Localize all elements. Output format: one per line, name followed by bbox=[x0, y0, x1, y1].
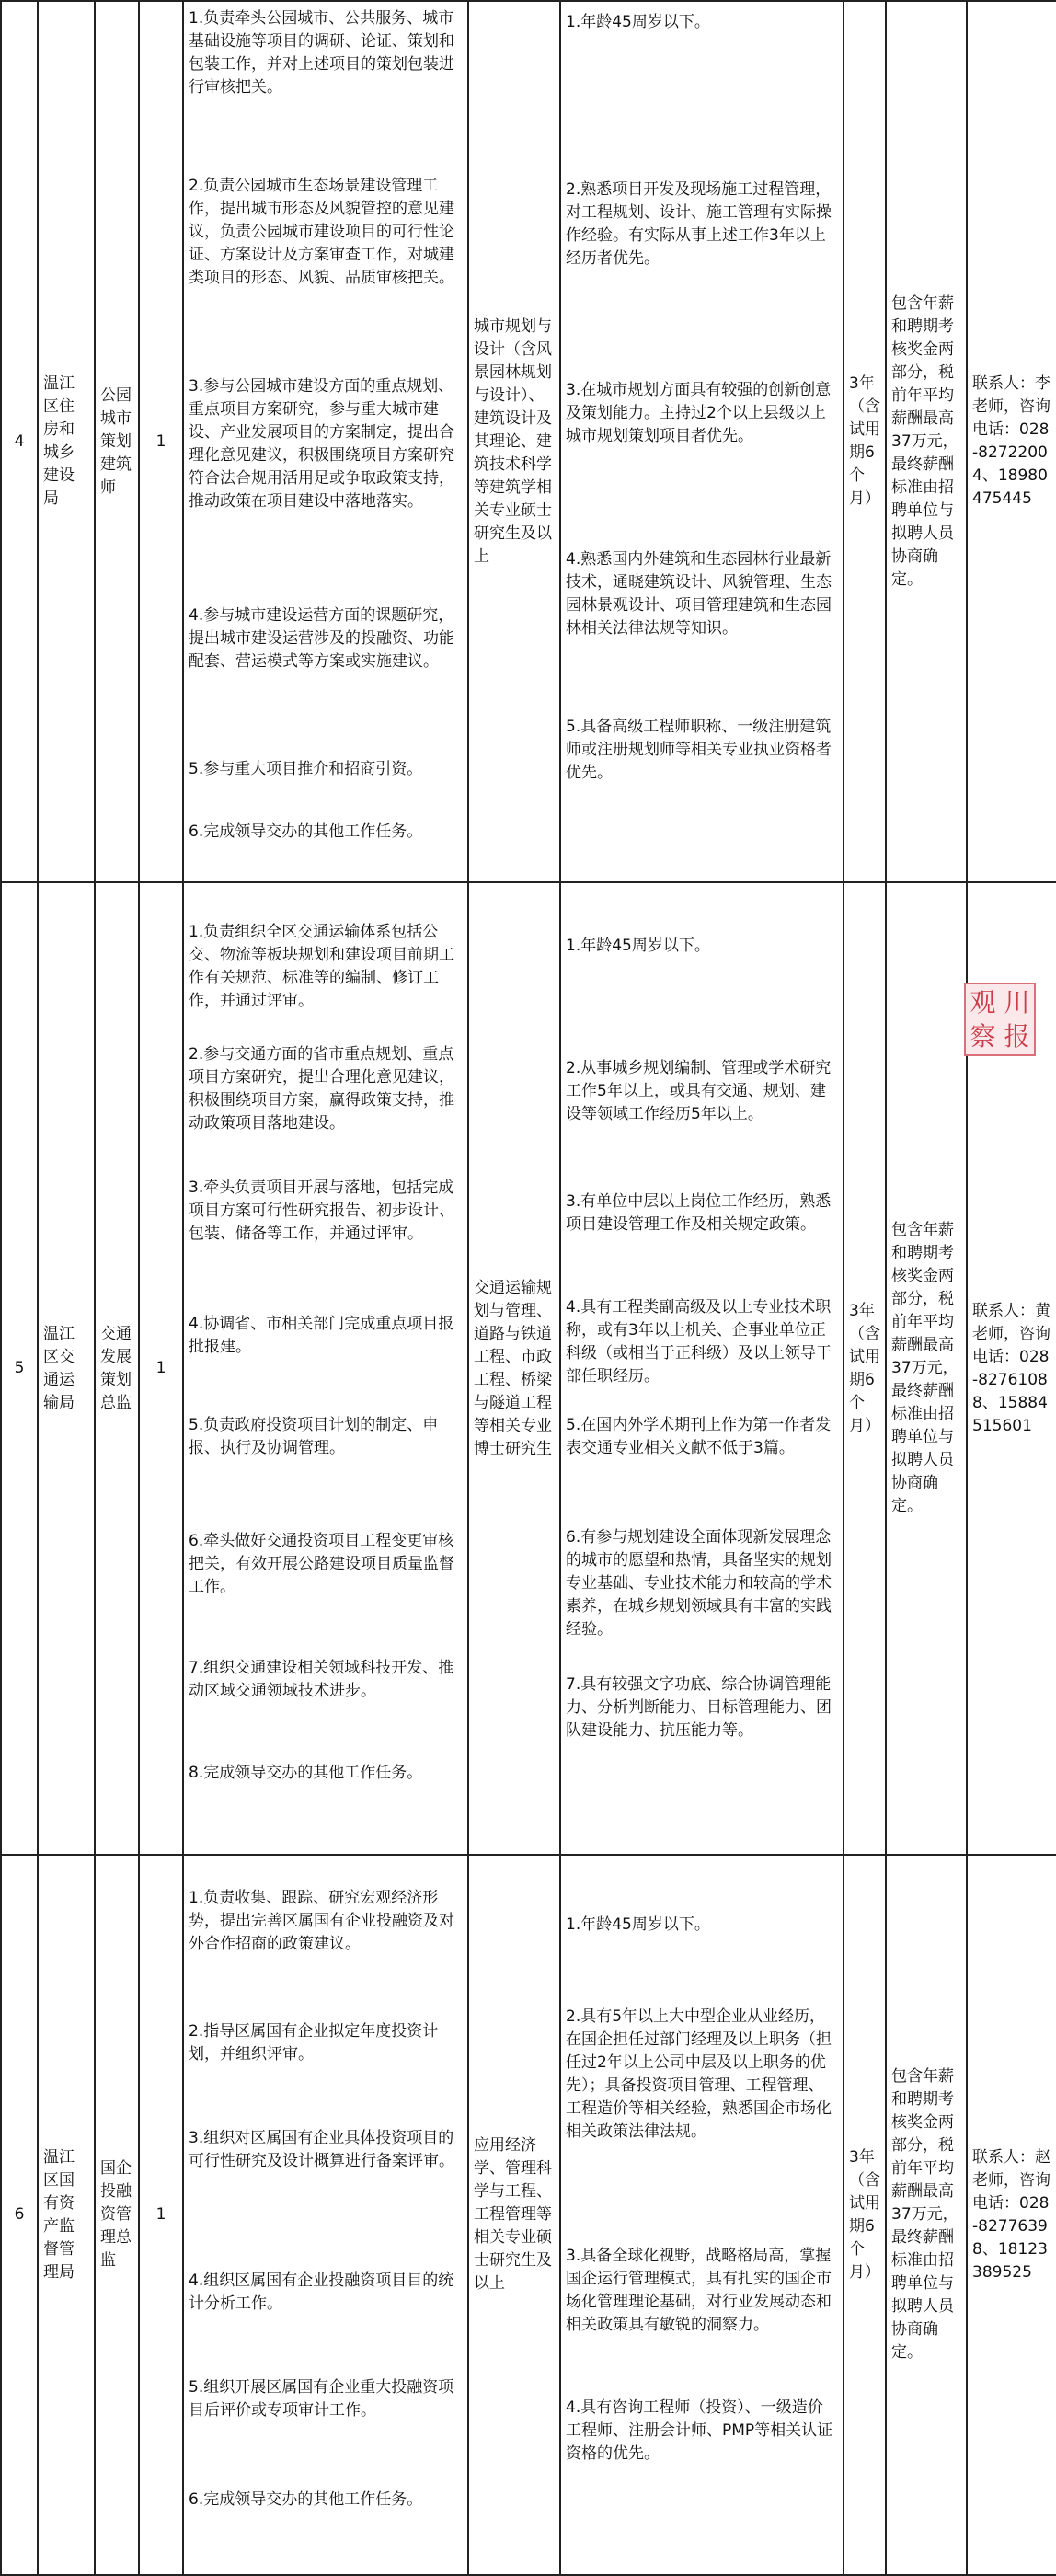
position-name: 国企投融资管理总监 bbox=[95, 1855, 139, 2575]
requirement-item: 5.具备高级工程师职称、一级注册建筑师或注册规划师等相关专业执业资格者优先。 bbox=[566, 718, 832, 782]
headcount: 1 bbox=[139, 1855, 183, 2575]
headcount: 1 bbox=[139, 1, 183, 882]
salary: 包含年薪和聘期考核奖金两部分，税前年平均薪酬最高37万元，最终薪酬标准由招聘单位与拟聘人员协商确定。 bbox=[886, 882, 967, 1855]
requirement-item: 3.有单位中层以上岗位工作经历，熟悉项目建设管理工作及相关规定政策。 bbox=[566, 1192, 832, 1234]
major-requirement: 应用经济学、管理科学与工程、工程管理等相关专业硕士研究生及以上 bbox=[468, 1855, 560, 2575]
headcount: 1 bbox=[139, 882, 183, 1855]
table-row bbox=[1, 1855, 1056, 2575]
major-requirement: 城市规划与设计（含风景园林规划与设计）、建筑设计及其理论、建筑技术科学等建筑学相关专业硕士研究生及以上 bbox=[468, 1, 560, 882]
duties-cell bbox=[183, 1, 468, 882]
watermark-char: 观 bbox=[970, 987, 996, 1018]
requirement-item: 2.熟悉项目开发及现场施工过程管理，对工程规划、设计、施工管理有实际操作经验。有实际从事上述工作3年以上经历者优先。 bbox=[566, 180, 832, 268]
requirement-item: 1.年龄45周岁以下。 bbox=[566, 1915, 710, 1934]
requirement-item: 2.具有5年以上大中型企业从业经历，在国企担任过部门经理及以上职务（担任过2年以上公司中层及以上职务的优先）；具备投资项目管理、工程管理、工程造价等相关经验，熟悉国企市场化相关政策法律法规。 bbox=[566, 2007, 832, 2141]
row-number: 6 bbox=[1, 1855, 38, 2575]
duty-item: 2.参与交通方面的省市重点规划、重点项目方案研究，提出合理化意见建议，积极围绕项目方案，赢得政策支持，推动政策项目落地建设。 bbox=[189, 1044, 454, 1133]
employment-term: 3年（含试用期6个月） bbox=[844, 1855, 886, 2575]
duties-cell bbox=[183, 882, 468, 1855]
duty-item: 2.指导区属国有企业拟定年度投资计划，并组织评审。 bbox=[189, 2021, 439, 2064]
employment-term: 3年（含试用期6个月） bbox=[844, 1, 886, 882]
duty-item: 6.完成领导交办的其他工作任务。 bbox=[189, 2490, 423, 2509]
salary: 包含年薪和聘期考核奖金两部分，税前年平均薪酬最高37万元，最终薪酬标准由招聘单位与拟聘人员协商确定。 bbox=[886, 1855, 967, 2575]
requirement-item: 4.具有咨询工程师（投资）、一级造价工程师、注册会计师、PMP等相关认证资格的优先。 bbox=[566, 2398, 833, 2463]
duty-item: 4.参与城市建设运营方面的课题研究，提出城市建设运营涉及的投融资、功能配套、营运模式等方案或实施建议。 bbox=[189, 606, 454, 671]
duty-item: 8.完成领导交办的其他工作任务。 bbox=[189, 1763, 423, 1782]
requirement-item: 3.具备全球化视野，战略格局高，掌握国企运行管理模式，具有扎实的国企市场化管理理论基础，对行业发展动态和相关政策具有敏锐的洞察力。 bbox=[566, 2247, 832, 2334]
requirement-item: 5.在国内外学术期刊上作为第一作者发表交通专业相关文献不低于3篇。 bbox=[566, 1416, 832, 1457]
requirement-item: 2.从事城乡规划编制、管理或学术研究工作5年以上，或具有交通、规划、建设等领域工作经历5年以上。 bbox=[566, 1059, 832, 1123]
requirement-item: 1.年龄45周岁以下。 bbox=[566, 937, 710, 955]
watermark-char: 川 bbox=[1004, 987, 1030, 1018]
row-number: 5 bbox=[1, 882, 38, 1855]
requirement-item: 4.具有工程类副高级及以上专业技术职称，或有3年以上机关、企事业单位正科级（或相当于正科级）及以上领导干部任职经历。 bbox=[566, 1298, 832, 1386]
requirements-cell bbox=[560, 1, 844, 882]
table-body bbox=[1, 1, 1056, 2575]
major-requirement: 交通运输规划与管理、道路与铁道工程、市政工程、桥梁与隧道工程等相关专业博士研究生 bbox=[468, 882, 560, 1855]
duty-item: 5.参与重大项目推介和招商引资。 bbox=[189, 760, 423, 778]
position-name: 公园城市策划建筑师 bbox=[95, 1, 139, 882]
duty-item: 1.负责牵头公园城市、公共服务、城市基础设施等项目的调研、论证、策划和包装工作，并对上述项目的策划包装进行审核把关。 bbox=[189, 9, 454, 97]
requirement-item: 6.有参与规划建设全面体现新发展理念的城市的愿望和热情，具备坚实的规划专业基础、专业技术能力和较高的学术素养，在城乡规划领域具有丰富的实践经验。 bbox=[566, 1528, 832, 1639]
watermark-char: 察 bbox=[970, 1021, 996, 1052]
duty-item: 6.完成领导交办的其他工作任务。 bbox=[189, 822, 423, 841]
hiring-unit: 温江区国有资产监督管理局 bbox=[38, 1855, 95, 2575]
duty-item: 3.组织对区属国有企业具体投资项目的可行性研究及设计概算进行备案评审。 bbox=[189, 2128, 454, 2170]
requirement-item: 7.具有较强文字功底、综合协调管理能力、分析判断能力、目标管理能力、团队建设能力、抗压能力等。 bbox=[566, 1675, 832, 1740]
requirement-item: 1.年龄45周岁以下。 bbox=[566, 13, 710, 31]
duty-item: 4.组织区属国有企业投融资项目目的统计分析工作。 bbox=[189, 2271, 454, 2313]
duty-item: 3.牵头负责项目开展与落地，包括完成项目方案可行性研究报告、初步设计、包装、储备等工作，并通过评审。 bbox=[189, 1178, 454, 1243]
watermark-char: 报 bbox=[1004, 1021, 1030, 1052]
contact: 联系人：赵老师，咨询电话：028-82776398、18123389525 bbox=[967, 1855, 1056, 2575]
duty-item: 4.协调省、市相关部门完成重点项目报批报建。 bbox=[189, 1314, 454, 1356]
duty-item: 5.组织开展区属国有企业重大投融资项目后评价或专项审计工作。 bbox=[189, 2377, 454, 2420]
hiring-unit: 温江区交通运输局 bbox=[38, 882, 95, 1855]
duties-cell bbox=[183, 1855, 468, 2575]
duty-item: 1.负责组织全区交通运输体系包括公交、物流等板块规划和建设项目前期工作有关规范、标准等的编制、修订工作，并通过评审。 bbox=[189, 922, 454, 1010]
contact: 联系人：李老师，咨询电话：028-82722004、18980475445 bbox=[967, 1, 1056, 882]
table-row bbox=[1, 1, 1056, 882]
salary: 包含年薪和聘期考核奖金两部分，税前年平均薪酬最高37万元，最终薪酬标准由招聘单位与拟聘人员协商确定。 bbox=[886, 1, 967, 882]
duty-item: 2.负责公园城市生态场景建设管理工作，提出城市形态及风貌管控的意见建议，负责公园城市建设项目的可行性论证、方案设计及方案审查工作，对城建类项目的形态、风貌、品质审核把关。 bbox=[189, 177, 454, 287]
position-name: 交通发展策划总监 bbox=[95, 882, 139, 1855]
duty-item: 6.牵头做好交通投资项目工程变更审核把关，有效开展公路建设项目质量监督工作。 bbox=[189, 1531, 454, 1596]
watermark-stamp bbox=[964, 983, 1036, 1056]
requirements-cell bbox=[560, 882, 844, 1855]
duty-item: 5.负责政府投资项目计划的制定、申报、执行及协调管理。 bbox=[189, 1415, 439, 1457]
contact: 联系人：黄老师，咨询电话：028-82761088、15884515601 bbox=[967, 882, 1056, 1855]
duty-item: 7.组织交通建设相关领域科技开发、推动区域交通领域技术进步。 bbox=[189, 1658, 454, 1700]
table-row bbox=[1, 882, 1056, 1855]
requirements-cell bbox=[560, 1855, 844, 2575]
employment-term: 3年（含试用期6个月） bbox=[844, 882, 886, 1855]
duty-item: 3.参与公园城市建设方面的重点规划、重点项目方案研究，参与重大城市建设、产业发展项目的方案制定，提出合理化意见建议，积极围绕项目方案研究符合法合规用活用足或争取政策支持，推动政策在项目建设中落地落实。 bbox=[189, 377, 454, 511]
row-number: 4 bbox=[1, 1, 38, 882]
requirement-item: 4.熟悉国内外建筑和生态园林行业最新技术，通晓建筑设计、风貌管理、生态园林景观设计、项目管理建筑和生态园林相关法律法规等知识。 bbox=[566, 550, 832, 638]
hiring-unit: 温江区住房和城乡建设局 bbox=[38, 1, 95, 882]
duty-item: 1.负责收集、跟踪、研究宏观经济形势，提出完善区属国有企业投融资及对外合作招商的政策建议。 bbox=[189, 1888, 454, 1953]
requirement-item: 3.在城市规划方面具有较强的创新创意及策划能力。主持过2个以上县级以上城市规划策划项目者优先。 bbox=[566, 381, 832, 445]
